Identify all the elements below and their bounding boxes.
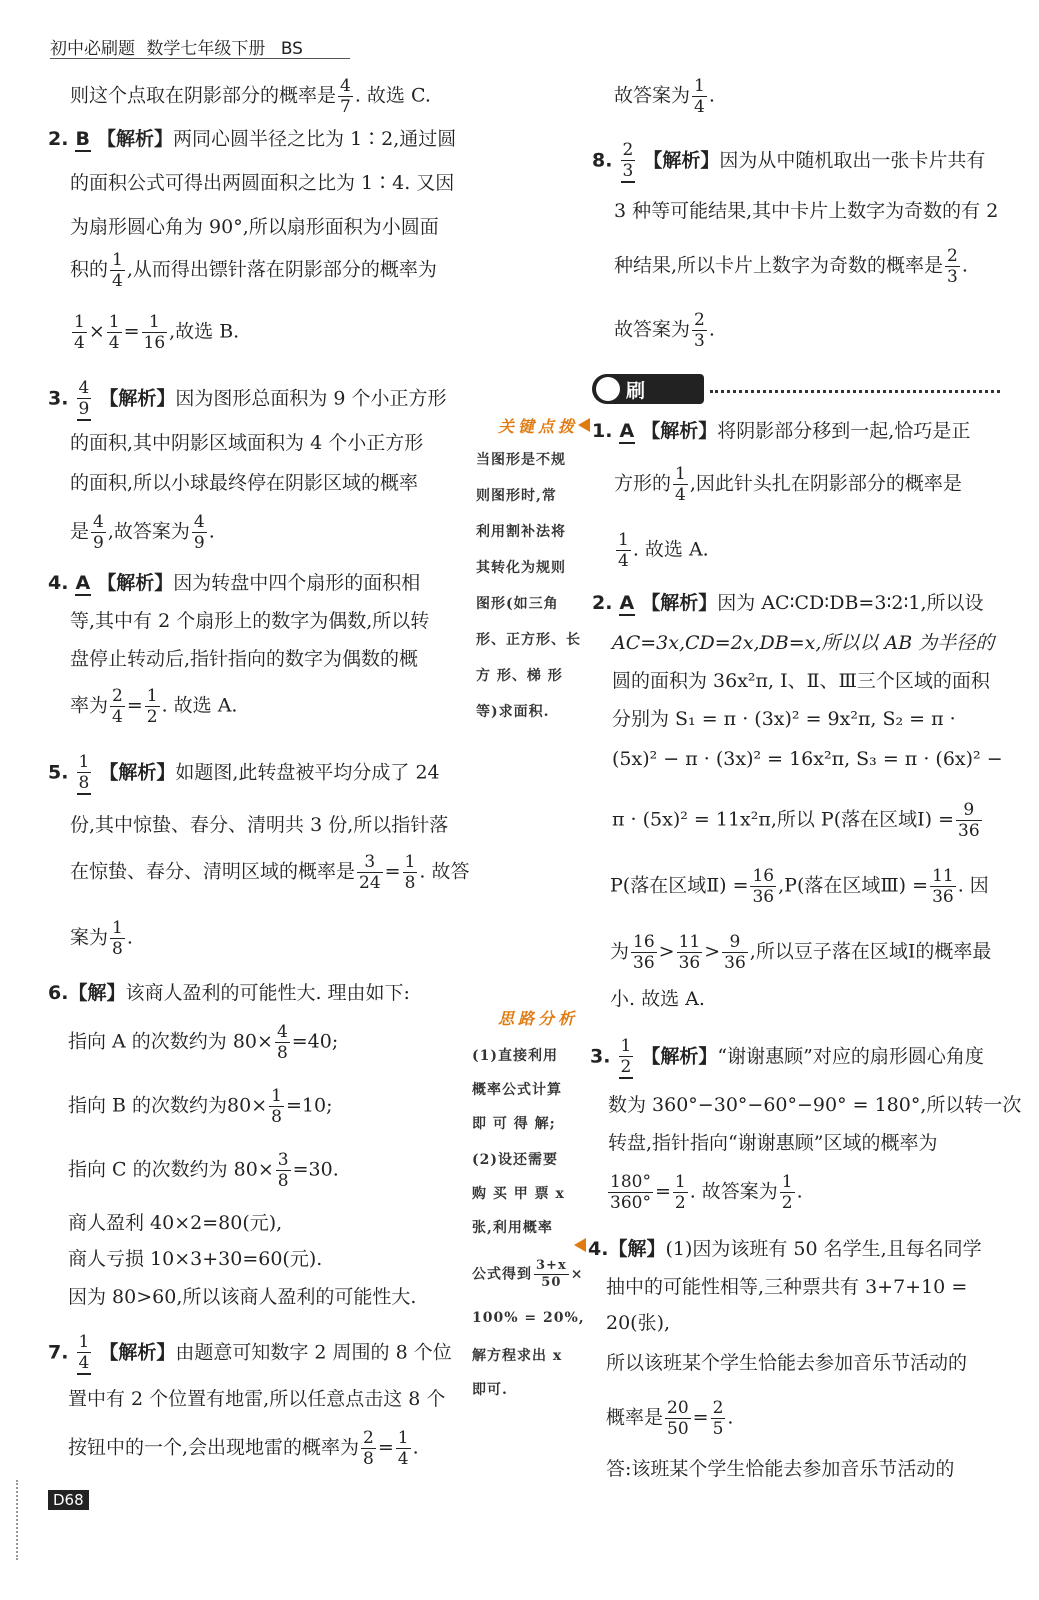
sidebar-line: 解方程求出 x <box>472 1348 563 1364</box>
p3-line-3: 转盘,指针指向“谢谢惠顾”区域的概率为 <box>608 1132 938 1154</box>
question-number: 1. <box>592 420 613 442</box>
question-number: 4. <box>588 1238 609 1260</box>
answer-letter: A <box>619 420 635 442</box>
sidebar-line: 张,利用概率 <box>472 1220 553 1236</box>
q2-line-4: 积的 $\frac{1}{4}$ ,从而得出镖针落在阴影部分的概率为 <box>70 250 437 291</box>
analysis-tag: 【解析】 <box>641 1045 718 1068</box>
p3-line-1: 3. $\frac{1}{2}$ 【解析】“谢谢惠顾”对应的扇形圆心角度 <box>590 1036 984 1077</box>
answer-letter: A <box>619 592 635 614</box>
question-number: 4. <box>48 572 69 594</box>
answer-letter: A <box>75 572 91 594</box>
sidebar-line: 概率公式计算 <box>472 1082 562 1098</box>
sidebar-line: 其转化为规则 <box>476 560 566 576</box>
p2-line-3: 圆的面积为 36x²π, Ⅰ、Ⅱ、Ⅲ三个区域的面积 <box>612 670 990 692</box>
q6-line-5: 商人盈利 40×2=80(元), <box>68 1212 283 1234</box>
q4-line-3: 盘停止转动后,指针指向的数字为偶数的概 <box>70 648 419 670</box>
sidebar-line: 100% = 20%, <box>472 1310 585 1326</box>
p2-line-6: π · (5x)² = 11x²π,所以 P(落在区域Ⅰ) = $\frac{9}{36}$ <box>612 800 980 841</box>
analysis-tag: 【解析】 <box>97 572 174 594</box>
q2-line-3: 为扇形圆心角为 90°,所以扇形面积为小圆面 <box>70 216 439 238</box>
edition-label: BS <box>280 39 303 59</box>
sidebar-title-approach: 思路分析 <box>498 1009 579 1028</box>
p2-line-5: (5x)² − π · (3x)² = 16x²π, S₃ = π · (6x)² − <box>612 748 1003 770</box>
q6-line-c: 指向 C 的次数约为 80× $\frac{3}{8}$ =30. <box>68 1150 339 1191</box>
sidebar-line: 形、正方形、长 <box>476 632 581 648</box>
sidebar-line: 当图形是不规 <box>476 452 566 468</box>
p3-line-2: 数为 360°−30°−60°−90° = 180°,所以转一次 <box>608 1094 1022 1116</box>
question-number: 2. <box>592 592 613 614</box>
solution-tag: 【解】 <box>68 982 126 1004</box>
sidebar-line: 即 可 得 解; <box>472 1116 556 1132</box>
q4-line-4: 率为 $\frac{2}{4}$ = $\frac{1}{2}$ . 故选 A. <box>70 686 238 727</box>
right-line-0: 故答案为 $\frac{1}{4}$ . <box>614 76 715 117</box>
question-number: 2. <box>48 128 69 150</box>
q2-line-1: 2. B 【解析】两同心圆半径之比为 1∶2,通过圆 <box>48 128 457 150</box>
q4-line-2: 等,其中有 2 个扇形上的数字为偶数,所以转 <box>70 610 430 632</box>
header-rule <box>50 58 350 59</box>
q3-line-4: 是 $\frac{4}{9}$ ,故答案为 $\frac{4}{9}$ . <box>70 512 215 553</box>
q2-line-2: 的面积公式可得出两圆面积之比为 1∶4. 又因 <box>70 172 455 194</box>
answer-fraction: $\frac{1}{8}$ <box>78 752 90 793</box>
q7-line-2: 置中有 2 个位置有地雷,所以任意点击这 8 个 <box>68 1388 446 1410</box>
q3-line-2: 的面积,其中阴影区域面积为 4 个小正方形 <box>70 432 424 454</box>
answer-letter: B <box>75 128 90 150</box>
question-number: 5. <box>48 761 69 784</box>
q6-line-b: 指向 B 的次数约为80× $\frac{1}{8}$ =10; <box>68 1086 333 1127</box>
p1-line-3: $\frac{1}{4}$ . 故选 A. <box>618 530 709 571</box>
q2-line-5: $\frac{1}{4}$ × $\frac{1}{4}$ = $\frac{1}{16}$ ,故选 B. <box>74 312 240 353</box>
analysis-tag: 【解析】 <box>99 387 176 410</box>
p4-line-6: 答:该班某个学生恰能去参加音乐节活动的 <box>606 1458 955 1480</box>
q6-line-a: 指向 A 的次数约为 80× $\frac{4}{8}$ =40; <box>68 1022 339 1063</box>
arrow-icon <box>578 418 590 432</box>
answer-fraction: $\frac{1}{2}$ <box>620 1036 632 1077</box>
analysis-tag: 【解析】 <box>641 592 718 614</box>
q5-line-3: 在惊蛰、春分、清明区域的概率是 $\frac{3}{24}$ = $\frac{1}{8}$ . 故答 <box>70 852 470 893</box>
p4-line-5: 概率是 $\frac{20}{50}$ = $\frac{2}{5}$ . <box>606 1398 734 1439</box>
p4-line-3: 20(张), <box>606 1312 671 1334</box>
p2-line-4: 分别为 S₁ = π · (3x)² = 9x²π, S₂ = π · <box>612 708 956 730</box>
question-number: 3. <box>48 387 69 410</box>
q3-line-1: 3. $\frac{4}{9}$ 【解析】因为图形总面积为 9 个小正方形 <box>48 378 447 419</box>
section-dotted-rule <box>710 390 1000 393</box>
analysis-tag: 【解析】 <box>97 128 174 150</box>
fraction: $\frac{4}{7}$ <box>340 76 351 117</box>
page-header <box>50 34 303 59</box>
answer-fraction: $\frac{2}{3}$ <box>622 140 634 181</box>
answer-fraction: $\frac{4}{9}$ <box>78 378 90 419</box>
sidebar-line: 方 形、梯 形 <box>476 668 563 684</box>
sidebar-line: 图形(如三角 <box>476 596 559 612</box>
answer-fraction: $\frac{1}{4}$ <box>78 1332 90 1373</box>
q6-line-6: 商人亏损 10×3+30=60(元). <box>68 1248 323 1270</box>
q5-line-1: 5. $\frac{1}{8}$ 【解析】如题图,此转盘被平均分成了 24 <box>48 752 440 793</box>
q8-line-2: 3 种等可能结果,其中卡片上数字为奇数的有 2 <box>614 200 999 222</box>
sidebar-line: 购 买 甲 票 x <box>472 1186 565 1202</box>
q5-line-2: 份,其中惊蛰、春分、清明共 3 份,所以指针落 <box>70 814 449 836</box>
q7-line-3: 按钮中的一个,会出现地雷的概率为 $\frac{2}{8}$ = $\frac{1}{4}$ . <box>68 1428 419 1469</box>
sidebar-line: 利用割补法将 <box>476 524 566 540</box>
question-number: 8. <box>592 149 613 172</box>
solution-tag: 【解】 <box>608 1238 666 1260</box>
p1-line-1: 1. A 【解析】将阴影部分移到一起,恰巧是正 <box>592 420 971 442</box>
p4-line-2: 抽中的可能性相等,三种票共有 3+7+10 = <box>606 1276 968 1298</box>
book-title: 初中必刷题 <box>50 39 135 59</box>
question-number: 6. <box>48 982 69 1004</box>
q4-line-1: 4. A 【解析】因为转盘中四个扇形的面积相 <box>48 572 421 594</box>
p4-line-1: 4.【解】(1)因为该班有 50 名学生,且每名同学 <box>588 1238 982 1260</box>
p1-line-2: 方形的 $\frac{1}{4}$ ,因此针头扎在阴影部分的概率是 <box>614 464 962 505</box>
analysis-tag: 【解析】 <box>99 1341 176 1364</box>
page-corner-dots <box>16 1480 28 1560</box>
sidebar-line: (2)设还需要 <box>472 1152 558 1168</box>
sidebar-line: 则图形时,常 <box>476 488 557 504</box>
sidebar-line: 等)求面积. <box>476 704 550 720</box>
q6-line-1: 6.【解】该商人盈利的可能性大. 理由如下: <box>48 982 410 1004</box>
analysis-tag: 【解析】 <box>99 761 176 784</box>
sidebar-title-key-tips: 关键点拨 <box>498 417 579 436</box>
analysis-tag: 【解析】 <box>641 420 718 442</box>
left-line-0: 则这个点取在阴影部分的概率是 $\frac{4}{7}$ . 故选 C. <box>70 76 431 117</box>
q5-line-4: 案为 $\frac{1}{8}$ . <box>70 918 133 959</box>
subject-title: 数学七年级下册 <box>146 39 266 59</box>
q7-line-1: 7. $\frac{1}{4}$ 【解析】由题意可知数字 2 周围的 8 个位 <box>48 1332 452 1373</box>
section-title: 刷提升 <box>626 380 648 456</box>
q8-line-4: 故答案为 $\frac{2}{3}$ . <box>614 310 715 351</box>
brush-icon <box>596 377 620 401</box>
p3-line-4: $\frac{180^\circ}{360^\circ}$ = $\frac{1}{2}$ . 故答案为 $\frac{1}{2}$ . <box>610 1172 803 1213</box>
arrow-icon <box>574 1238 586 1252</box>
fraction: $\frac{1}{4}$ <box>112 250 123 291</box>
sidebar-line: (1)直接利用 <box>472 1048 558 1064</box>
sidebar-line: 即可. <box>472 1382 508 1398</box>
question-number: 7. <box>48 1341 69 1364</box>
analysis-tag: 【解析】 <box>643 149 720 172</box>
q6-line-7: 因为 80>60,所以该商人盈利的可能性大. <box>68 1286 417 1308</box>
sidebar-line: 公式得到 $\frac{3+x}{50}$ × <box>472 1258 584 1290</box>
p2-line-7: P(落在区域Ⅱ) = $\frac{16}{36}$ ,P(落在区域Ⅲ) = $\frac{11}{36}$ . 因 <box>610 866 989 907</box>
p4-line-4: 所以该班某个学生恰能去参加音乐节活动的 <box>606 1352 968 1374</box>
q8-line-1: 8. $\frac{2}{3}$ 【解析】因为从中随机取出一张卡片共有 <box>592 140 986 181</box>
q8-line-3: 种结果,所以卡片上数字为奇数的概率是 $\frac{2}{3}$ . <box>614 246 968 287</box>
q3-line-3: 的面积,所以小球最终停在阴影区域的概率 <box>70 472 419 494</box>
p2-line-8: 为 $\frac{16}{36}$ > $\frac{11}{36}$ > $\frac{9}{36}$ ,所以豆子落在区域Ⅰ的概率最 <box>610 932 992 973</box>
p2-line-2: AC=3x,CD=2x,DB=x,所以以 AB 为半径的 <box>612 632 995 654</box>
question-number: 3. <box>590 1045 611 1068</box>
page-number: D68 <box>48 1490 89 1510</box>
p2-line-1: 2. A 【解析】因为 AC∶CD∶DB=3∶2∶1,所以设 <box>592 592 984 614</box>
p2-line-9: 小. 故选 A. <box>610 988 705 1010</box>
